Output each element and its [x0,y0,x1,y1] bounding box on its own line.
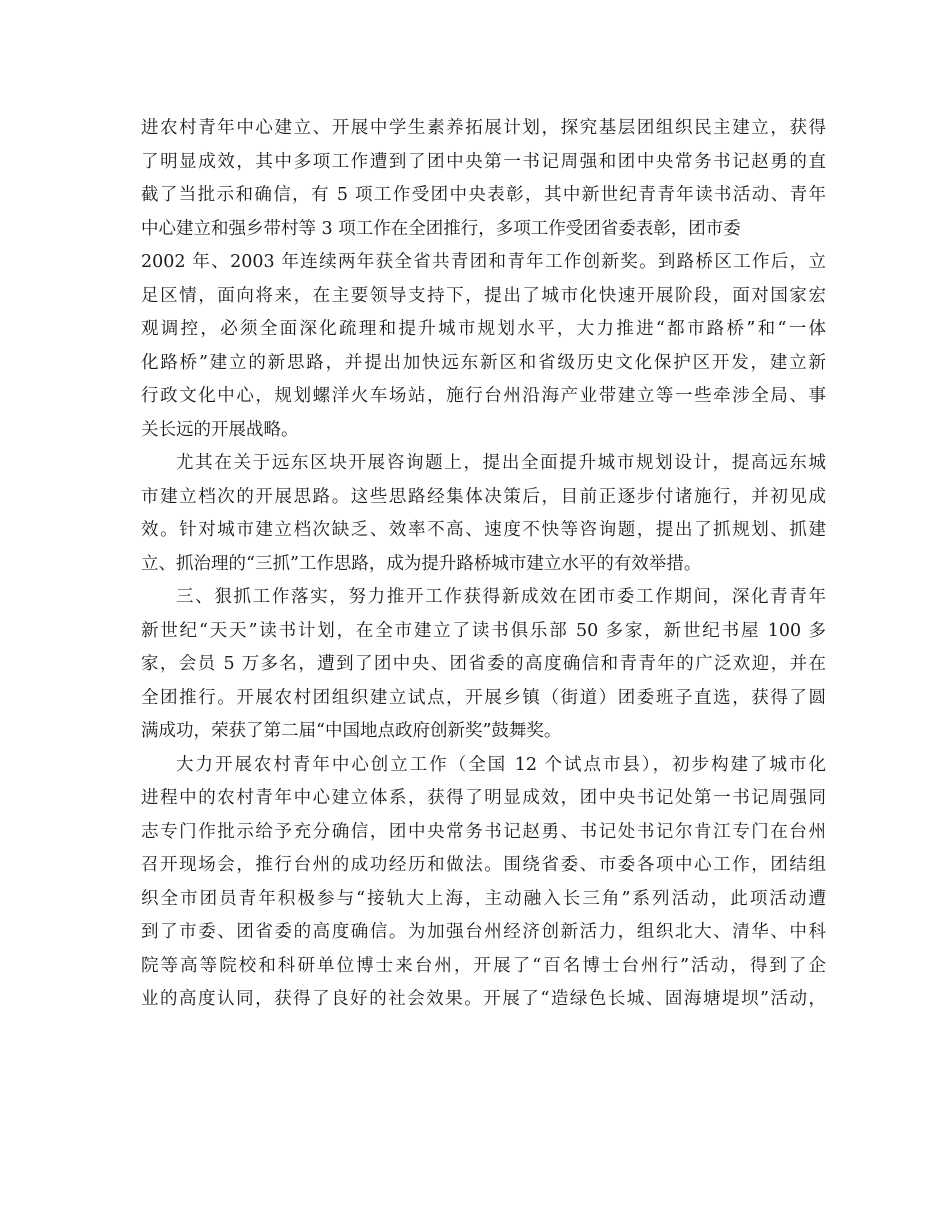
text-line: 三、狠抓工作落实，努力推开工作获得新成效在团市委工作期间，深化青青年 [176,587,826,607]
text-line: 织全市团员青年积极参与“接轨大上海，主动融入长三角”系列活动，此项活动遭 [141,888,826,909]
text-line: 大力开展农村青年中心创立工作（全国 12 个试点市县），初步构建了城市化 [176,754,826,775]
text-line: 立、抓治理的“三抓”工作思路，成为提升路桥城市建立水平的有效举措。 [141,553,702,574]
text-line: 家，会员 5 万多名，遭到了团中央、团省委的高度确信和青青年的广泛欢迎，并在 [141,654,826,674]
text-line: 进程中的农村青年中心建立体系，获得了明显成效，团中央书记处第一书记周强同 [141,788,826,808]
text-line: 召开现场会，推行台州的成功经历和做法。围绕省委、市委各项中心工作，团结组 [141,855,826,875]
text-line: 截了当批示和确信，有 5 项工作受团中央表彰，其中新世纪青青年读书活动、青年 [141,185,826,205]
text-line: 到了市委、团省委的高度确信。为加强台州经济创新活力，组织北大、清华、中科 [141,922,826,942]
text-line: 尤其在关于远东区块开展咨询题上，提出全面提升城市规划设计，提高远东城 [176,453,826,473]
text-line: 效。针对城市建立档次缺乏、效率不高、速度不快等咨询题，提出了抓规划、抓建 [141,520,826,540]
text-line: 2002 年、2003 年连续两年获全省共青团和青年工作创新奖。到路桥区工作后，立 [141,252,826,272]
text-line: 化路桥”建立的新思路，并提出加快远东新区和省级历史文化保护区开发，建立新 [141,352,826,373]
text-line: 院等高等院校和科研单位博士来台州，开展了“百名博士台州行”活动，得到了企 [141,955,826,976]
text-line: 关长远的开展战略。 [141,419,299,440]
text-line: 了明显成效，其中多项工作遭到了团中央第一书记周强和团中央常务书记赵勇的直 [141,151,826,172]
text-line: 市建立档次的开展思路。这些思路经集体决策后，目前正逐步付诸施行，并初见成 [141,486,826,507]
text-line: 观调控，必须全面深化疏理和提升城市规划水平，大力推进“都市路桥”和“一体 [141,319,826,339]
text-line: 进农村青年中心建立、开展中学生素养拓展计划，探究基层团组织民主建立，获得 [141,118,826,138]
text-line: 足区情，面向将来，在主要领导支持下，提出了城市化快速开展阶段，面对国家宏 [141,285,826,306]
text-line: 行政文化中心，规划螺洋火车场站，施行台州沿海产业带建立等一些牵涉全局、事 [141,386,826,406]
text-line: 新世纪“天天”读书计划，在全市建立了读书俱乐部 50 多家，新世纪书屋 100 多 [141,620,826,641]
text-line: 业的高度认同，获得了良好的社会效果。开展了“造绿色长城、固海塘堤坝”活动， [141,989,826,1009]
text-line: 中心建立和强乡带村等 3 项工作在全团推行，多项工作受团省委表彰，团市委 [141,218,741,239]
text-line: 志专门作批示给予充分确信，团中央常务书记赵勇、书记处书记尔肯江专门在台州 [141,821,826,842]
text-line: 全团推行。开展农村团组织建立试点，开展乡镇（街道）团委班子直选，获得了圆 [141,687,826,708]
body-text [141,112,826,1017]
text-line: 满成功，荣获了第二届“中国地点政府创新奖”鼓舞奖。 [141,721,562,741]
